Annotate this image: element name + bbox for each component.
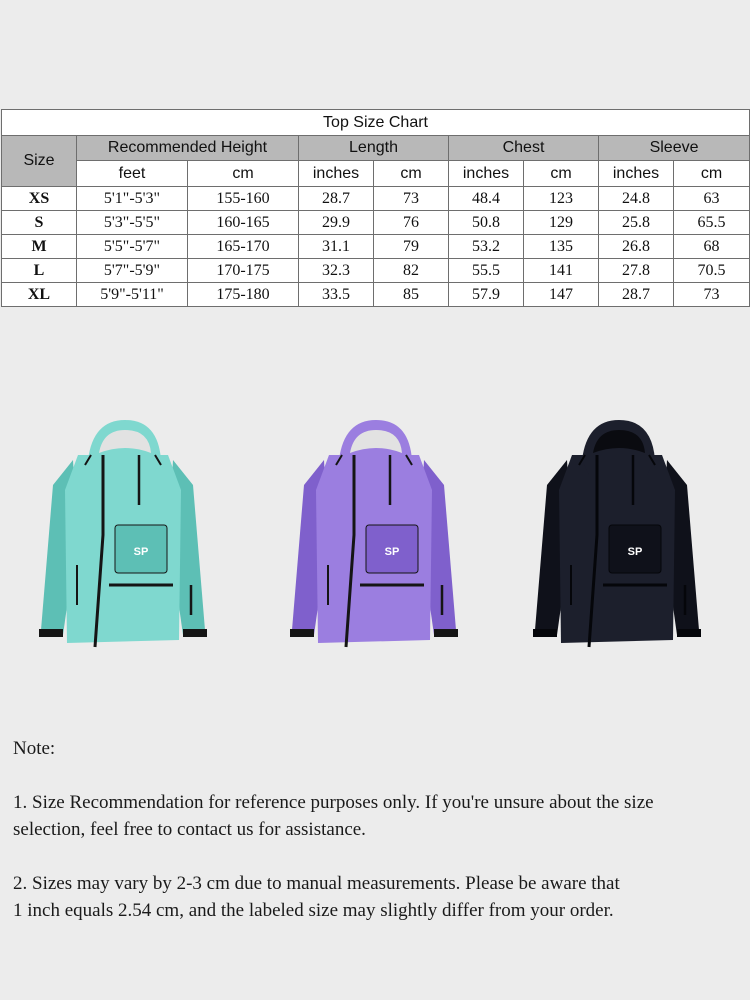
table-cell: 175-180 (188, 283, 299, 307)
note-item-2-line-1: 2. Sizes may vary by 2-3 cm due to manual measurements. Please be aware that (13, 873, 620, 894)
table-cell: 24.8 (599, 187, 674, 211)
note-item-1-line-1: 1. Size Recommendation for reference purposes only. If you're unsure about the size (13, 792, 654, 813)
table-cell: 141 (524, 259, 599, 283)
table-cell: 5'5"-5'7" (77, 235, 188, 259)
table-cell: 33.5 (299, 283, 374, 307)
table-cell: 28.7 (299, 187, 374, 211)
table-title: Top Size Chart (2, 110, 750, 136)
table-cell: 70.5 (674, 259, 750, 283)
table-cell: 155-160 (188, 187, 299, 211)
table-row (2, 211, 750, 235)
subheader-inches: inches (299, 161, 374, 187)
table-cell: 32.3 (299, 259, 374, 283)
table-cell: 79 (374, 235, 449, 259)
table-cell: 76 (374, 211, 449, 235)
group-header-sleeve: Sleeve (599, 136, 750, 161)
subheader-cm: cm (374, 161, 449, 187)
jacket-image-teal (33, 415, 213, 660)
table-cell: 123 (524, 187, 599, 211)
table-cell: 26.8 (599, 235, 674, 259)
table-cell: 129 (524, 211, 599, 235)
note-item-2-line-2: 1 inch equals 2.54 cm, and the labeled size may slightly differ from your order. (13, 900, 614, 921)
svg-text:SP: SP (384, 546, 400, 558)
table-cell: 65.5 (674, 211, 750, 235)
size-table (1, 109, 750, 307)
jacket-image-black (527, 415, 707, 660)
table-cell: 160-165 (188, 211, 299, 235)
subheader-inches: inches (449, 161, 524, 187)
table-cell: 25.8 (599, 211, 674, 235)
svg-text:SP: SP (133, 546, 149, 558)
subheader-cm: cm (524, 161, 599, 187)
table-cell: 73 (674, 283, 750, 307)
size-cell: XL (2, 283, 77, 307)
notes-heading: Note: (13, 738, 56, 759)
table-cell: 73 (374, 187, 449, 211)
table-cell: 147 (524, 283, 599, 307)
table-row (2, 283, 750, 307)
table-cell: 170-175 (188, 259, 299, 283)
table-cell: 63 (674, 187, 750, 211)
jacket-images (0, 415, 750, 660)
table-cell: 85 (374, 283, 449, 307)
group-header-chest: Chest (449, 136, 599, 161)
size-cell: S (2, 211, 77, 235)
table-cell: 31.1 (299, 235, 374, 259)
svg-text:SP: SP (627, 546, 643, 558)
table-cell: 5'7"-5'9" (77, 259, 188, 283)
table-cell: 135 (524, 235, 599, 259)
table-cell: 28.7 (599, 283, 674, 307)
table-cell: 55.5 (449, 259, 524, 283)
table-cell: 57.9 (449, 283, 524, 307)
subheader-cm: cm (188, 161, 299, 187)
size-cell: M (2, 235, 77, 259)
table-cell: 82 (374, 259, 449, 283)
table-cell: 5'9"-5'11" (77, 283, 188, 307)
table-cell: 68 (674, 235, 750, 259)
table-cell: 165-170 (188, 235, 299, 259)
table-row (2, 235, 750, 259)
table-cell: 53.2 (449, 235, 524, 259)
table-cell: 48.4 (449, 187, 524, 211)
table-cell: 5'1"-5'3" (77, 187, 188, 211)
table-cell: 29.9 (299, 211, 374, 235)
table-cell: 5'3"-5'5" (77, 211, 188, 235)
table-cell: 50.8 (449, 211, 524, 235)
subheader-inches: inches (599, 161, 674, 187)
size-chart (1, 109, 749, 307)
subheader-feet: feet (77, 161, 188, 187)
size-cell: L (2, 259, 77, 283)
subheader-cm: cm (674, 161, 750, 187)
table-cell: 27.8 (599, 259, 674, 283)
table-row (2, 187, 750, 211)
size-cell: XS (2, 187, 77, 211)
notes-section (13, 735, 743, 924)
size-column-header: Size (2, 136, 77, 187)
group-header-height: Recommended Height (77, 136, 299, 161)
group-header-length: Length (299, 136, 449, 161)
table-row (2, 259, 750, 283)
note-item-1-line-2: selection, feel free to contact us for assistance. (13, 819, 366, 840)
jacket-image-purple (284, 415, 464, 660)
